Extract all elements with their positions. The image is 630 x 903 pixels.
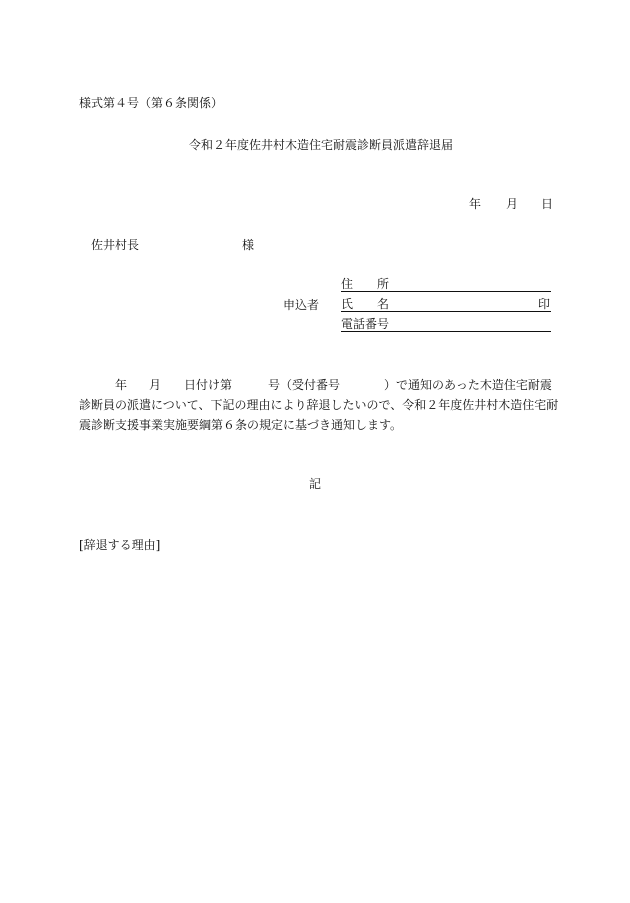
addressee-name: 佐井村長 xyxy=(91,238,140,252)
date-year-label: 年 xyxy=(469,197,482,211)
body-line-3: 震診断支援事業実施要綱第６条の規定に基づき通知します。 xyxy=(79,418,403,432)
date-day-label: 日 xyxy=(541,197,554,211)
body-number: 号（受付番号 xyxy=(268,378,341,392)
document-title: 令和２年度佐井村木造住宅耐震診断員派遣辞退届 xyxy=(189,138,454,152)
body-year: 年 xyxy=(115,378,128,392)
address-label: 住 所 xyxy=(341,277,390,291)
address-underline xyxy=(341,291,551,292)
phone-underline xyxy=(341,331,551,332)
body-month: 月 xyxy=(149,378,162,392)
body-line-2: 診断員の派遣について、下記の理由により辞退したいので、令和２年度佐井村木造住宅耐 xyxy=(79,398,559,412)
phone-label: 電話番号 xyxy=(341,317,390,331)
name-label: 氏 名 xyxy=(341,297,390,311)
applicant-label: 申込者 xyxy=(283,298,320,312)
form-number: 様式第４号（第６条関係） xyxy=(79,96,224,110)
reason-heading: [辞退する理由] xyxy=(79,538,161,552)
seal-label: 印 xyxy=(538,297,551,311)
body-dated: 日付け第 xyxy=(184,378,233,392)
ki-heading: 記 xyxy=(309,477,322,491)
date-month-label: 月 xyxy=(506,197,519,211)
body-rest: ）で通知のあった木造住宅耐震 xyxy=(384,378,552,392)
addressee-honorific: 様 xyxy=(242,238,255,252)
name-underline xyxy=(341,311,551,312)
